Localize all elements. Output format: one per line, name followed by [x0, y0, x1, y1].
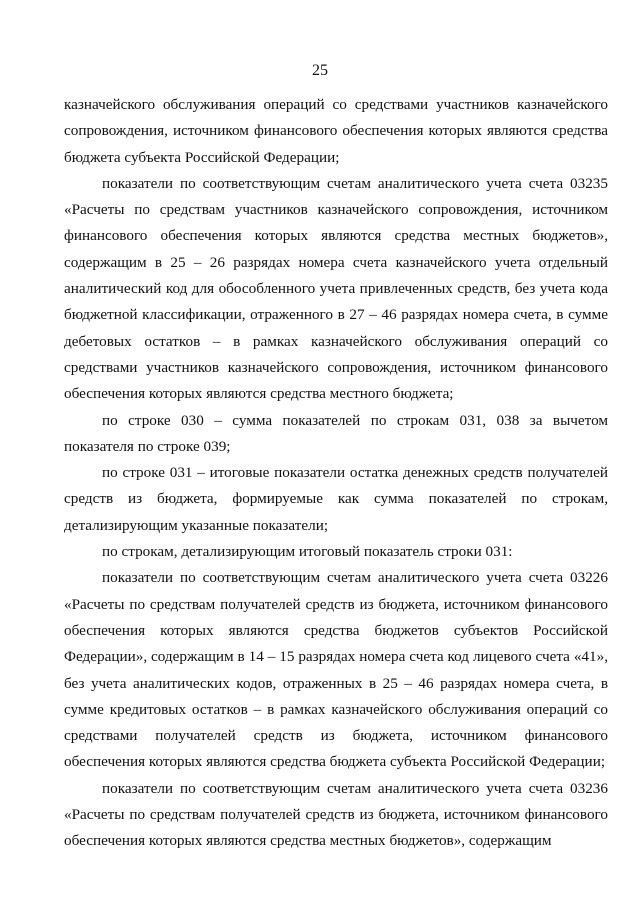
- paragraph-line-030: по строке 030 – сумма показателей по строкам 031, 038 за вычетом показателя по строке 039;: [64, 411, 608, 455]
- paragraph-line-031-details: по строкам, детализирующим итоговый показатель строки 031:: [102, 543, 513, 561]
- page-number: 25: [312, 62, 328, 79]
- paragraph-continuation: казначейского обслуживания операций со средствами участников казначейского сопровождения, источником финансового обеспечения которых являются средства бюджета субъекта Российской Федерации;: [64, 96, 608, 166]
- paragraph-account-03226: показатели по соответствующим счетам аналитического учета счета 03226 «Расчеты по средствам получателей средств из бюджета, источником финансового обеспечения которых являются средства бюджетов субъектов Российской Федерации», содержащим в 14 – 15 разрядах номера счета код лицевого счета «41», без учета аналитических кодов, отраженных в 25 – 46 разрядах номера счета, в сумме кредитовых остатков – в рамках казначейского обслуживания операций со средствами получателей средств из бюджета, источником финансового обеспечения которых являются средства бюджета субъекта Российской Федерации;: [64, 569, 608, 771]
- paragraph-account-03235: показатели по соответствующим счетам аналитического учета счета 03235 «Расчеты по средствам участников казначейского сопровождения, источником финансового обеспечения которых являются средства местных бюджетов», содержащим в 25 – 26 разрядах номера счета казначейского учета отдельный аналитический код для обособленного учета привлеченных средств, без учета кода бюджетной классификации, отраженного в 27 – 46 разрядах номера счета, в сумме дебетовых остатков – в рамках казначейского обслуживания операций со средствами участников казначейского сопровождения, источником финансового обеспечения которых являются средства местного бюджета;: [64, 174, 608, 403]
- paragraph-line-031: по строке 031 – итоговые показатели остатка денежных средств получателей средств из бюджета, формируемые как сумма показателей по строкам, детализирующим указанные показатели;: [64, 464, 608, 534]
- paragraph-account-03236: показатели по соответствующим счетам аналитического учета счета 03236 «Расчеты по средствам получателей средств из бюджета, источником финансового обеспечения которых являются средства местных бюджетов», содержащим: [64, 779, 608, 850]
- document-body: [64, 92, 608, 855]
